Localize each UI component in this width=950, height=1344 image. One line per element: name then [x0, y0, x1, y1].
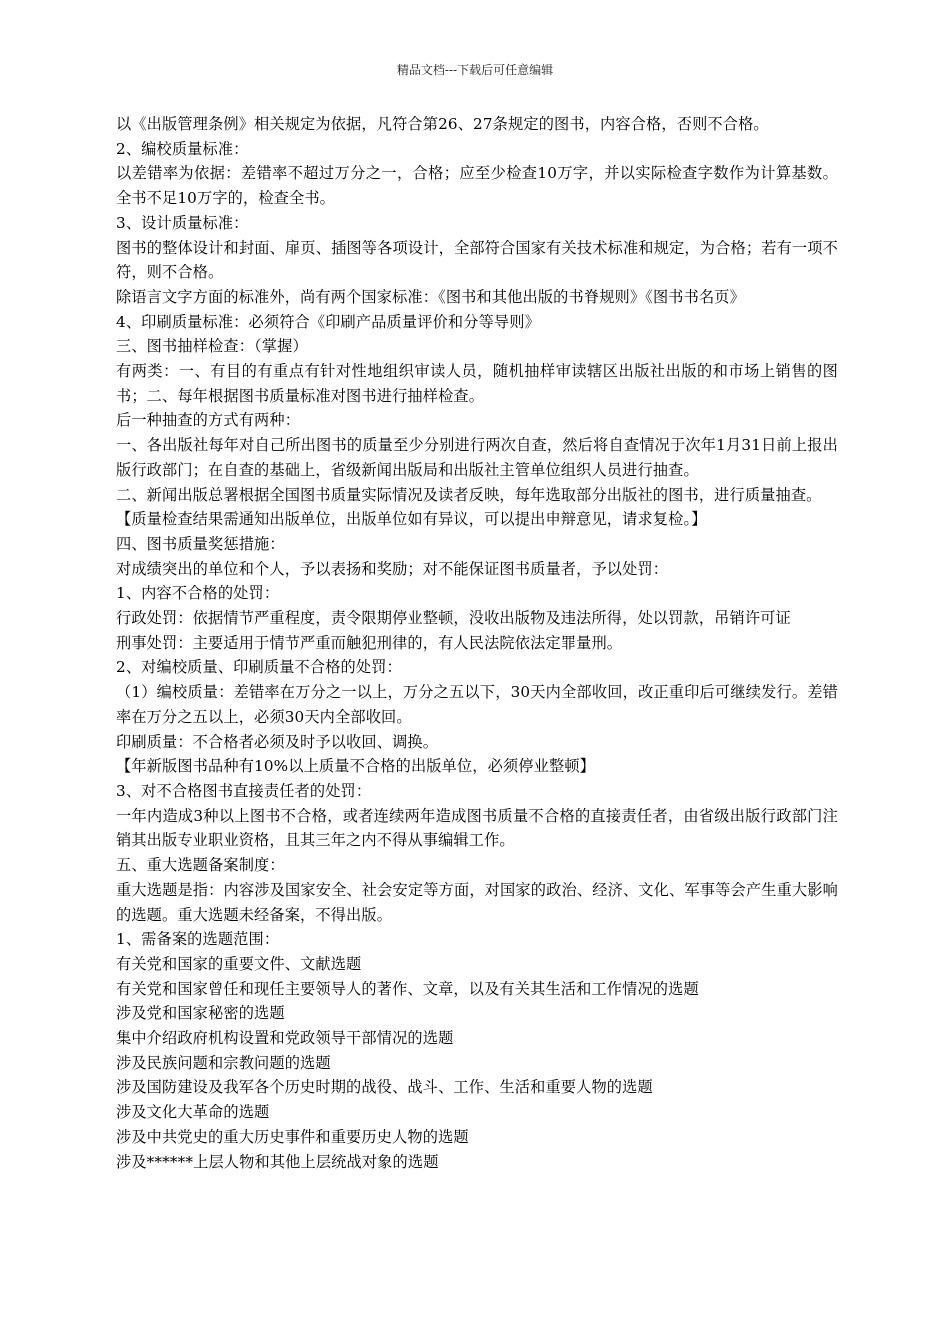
paragraph: 一年内造成3种以上图书不合格，或者连续两年造成图书质量不合格的直接责任者，由省级出版行政部门注销其出版专业职业资格，且其三年之内不得从事编辑工作。 [116, 806, 838, 850]
paragraph: 一、各出版社每年对自己所出图书的质量至少分别进行两次自查，然后将自查情况于次年1月31日前上报出版行政部门；在自查的基础上，省级新闻出版局和出版社主管单位组织人员进行抽查。 [116, 436, 838, 479]
note-paragraph: 【质量检查结果需通知出版单位，出版单位如有异议，可以提出申辩意见，请求复检。】 [116, 510, 707, 529]
paragraph: 行政处罚：依据情节严重程度，责令限期停业整顿，没收出版物及违法所得，处以罚款，吊销许可证 [116, 609, 791, 628]
paragraph: 对成绩突出的单位和个人，予以表扬和奖励；对不能保证图书质量者，予以处罚： [116, 559, 669, 578]
paragraph: 除语言文字方面的标准外，尚有两个国家标准：《图书和其他出版的书脊规则》《图书书名页》 [116, 287, 745, 306]
section-heading: 三、图书抽样检查：（掌握） [116, 337, 308, 356]
list-item: 涉及国防建设及我军各个历史时期的战役、战斗、工作、生活和重要人物的选题 [116, 1078, 653, 1097]
paragraph: 印刷质量：不合格者必须及时予以收回、调换。 [116, 732, 439, 751]
paragraph: 以差错率为依据：差错率不超过万分之一，合格；应至少检查10万字，并以实际检查字数作为计算基数。全书不足10万字的，检查全书。 [116, 164, 838, 208]
list-item: 涉及民族问题和宗教问题的选题 [116, 1053, 331, 1072]
list-item: 涉及******上层人物和其他上层统战对象的选题 [116, 1152, 439, 1171]
list-item: 涉及文化大革命的选题 [116, 1103, 270, 1122]
section-heading: 4、印刷质量标准：必须符合《印刷产品质量评价和分等导则》 [116, 312, 540, 331]
section-heading: 1、内容不合格的处罚： [116, 584, 280, 603]
list-item: 有关党和国家的重要文件、文献选题 [116, 954, 362, 973]
section-heading: 五、重大选题备案制度： [116, 856, 285, 875]
paragraph: 重大选题是指：内容涉及国家安全、社会安定等方面，对国家的政治、经济、文化、军事等会产生重大影响的选题。重大选题未经备案，不得出版。 [116, 880, 838, 924]
section-heading: 3、设计质量标准： [116, 213, 249, 232]
list-item: 集中介绍政府机构设置和党政领导干部情况的选题 [116, 1029, 454, 1048]
paragraph: （1）编校质量：差错率在万分之一以上，万分之五以下，30天内全部收回，改正重印后可继续发行。差错率在万分之五以上，必须30天内全部收回。 [116, 683, 838, 726]
paragraph: 以《出版管理条例》相关规定为依据，凡符合第26、27条规定的图书，内容合格，否则不合格。 [116, 115, 769, 133]
page-header: 精品文档---下载后可任意编辑 [396, 63, 554, 77]
paragraph: 二、新闻出版总署根据全国图书质量实际情况及读者反映，每年选取部分出版社的图书，进行质量抽查。 [116, 485, 822, 504]
paragraph: 后一种抽查的方式有两种： [116, 411, 301, 430]
section-heading: 2、对编校质量、印刷质量不合格的处罚： [116, 658, 402, 677]
list-item: 涉及中共党史的重大历史事件和重要历史人物的选题 [116, 1127, 469, 1146]
section-heading: 3、对不合格图书直接责任者的处罚： [116, 781, 372, 800]
section-heading: 2、编校质量标准： [116, 139, 249, 158]
list-item: 涉及党和国家秘密的选题 [116, 1004, 285, 1023]
paragraph: 刑事处罚：主要适用于情节严重而触犯刑律的，有人民法院依法定罪量刑。 [116, 633, 623, 652]
list-item: 有关党和国家曾任和现任主要领导人的著作、文章，以及有关其生活和工作情况的选题 [116, 979, 699, 998]
paragraph: 有两类：一、有目的有重点有针对性地组织审读人员，随机抽样审读辖区出版社出版的和市场上销售的图书；二、每年根据图书质量标准对图书进行抽样检查。 [116, 362, 838, 405]
paragraph: 图书的整体设计和封面、扉页、插图等各项设计，全部符合国家有关技术标准和规定，为合格；若有一项不符，则不合格。 [116, 238, 838, 282]
note-paragraph: 【年新版图书品种有10%以上质量不合格的出版单位，必须停业整顿】 [116, 757, 595, 776]
section-heading: 四、图书质量奖惩措施： [116, 534, 285, 553]
document-body [116, 112, 838, 1174]
section-heading: 1、需备案的选题范围： [116, 930, 280, 949]
